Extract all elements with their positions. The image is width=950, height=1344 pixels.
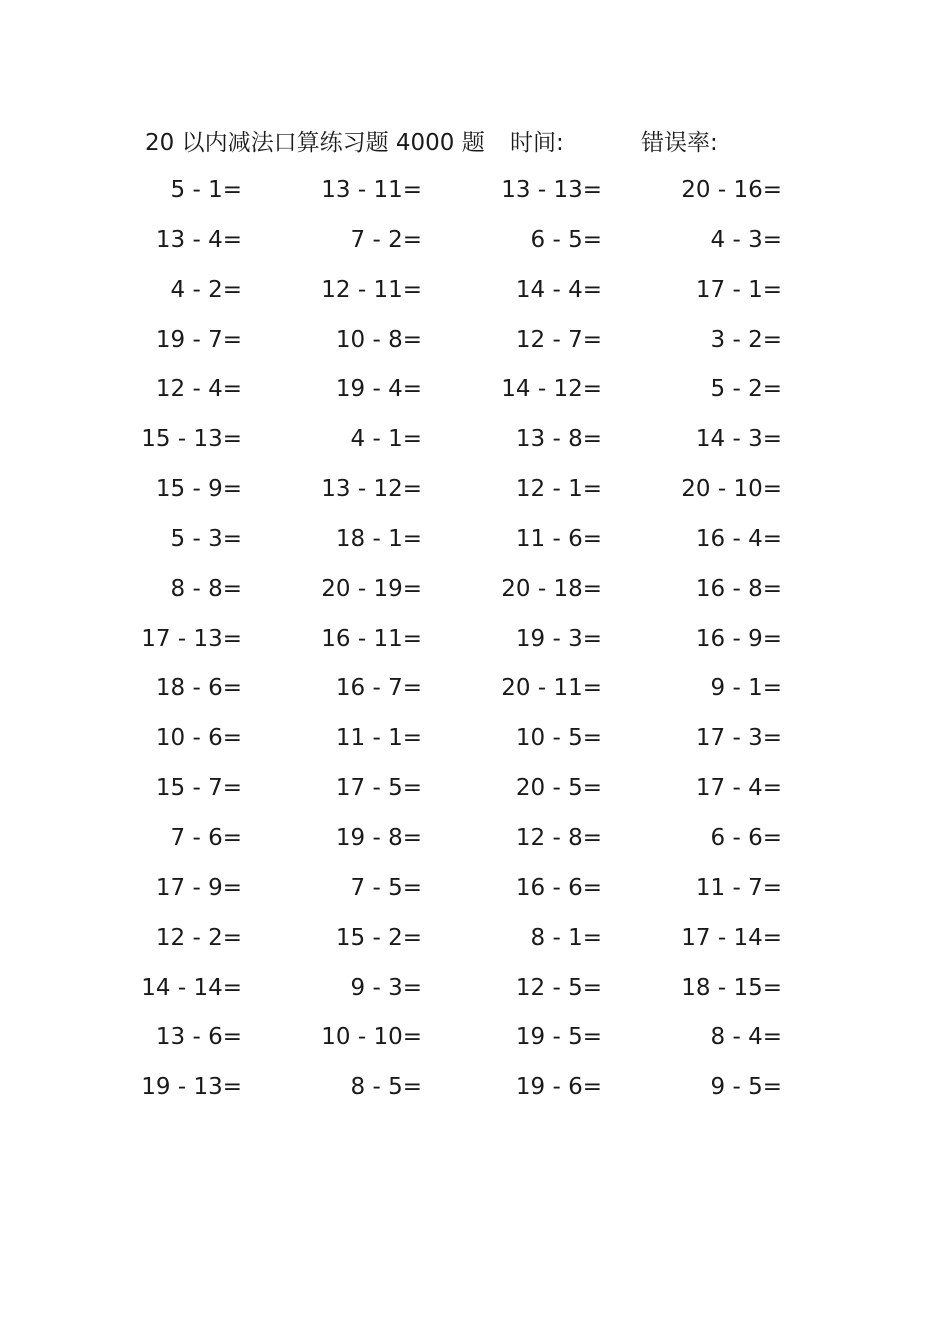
- problem-row: [0, 266, 950, 316]
- problem-item: 14 - 4=: [515, 276, 602, 303]
- problem-item: 18 - 6=: [155, 675, 242, 702]
- problem-item: 12 - 2=: [155, 924, 242, 951]
- problem-row: [0, 1063, 950, 1113]
- problem-item: 12 - 1=: [515, 476, 602, 503]
- problem-item: 19 - 6=: [515, 1074, 602, 1101]
- problem-item: 20 - 19=: [321, 575, 422, 602]
- problem-item: 19 - 7=: [155, 326, 242, 353]
- problem-item: 12 - 11=: [321, 276, 422, 303]
- problem-item: 8 - 1=: [530, 924, 602, 951]
- problem-item: 9 - 3=: [350, 974, 422, 1001]
- problem-item: 9 - 1=: [710, 675, 782, 702]
- problem-item: 4 - 3=: [710, 226, 782, 253]
- problem-item: 13 - 11=: [321, 177, 422, 203]
- problem-item: 11 - 6=: [515, 525, 602, 552]
- problem-item: 8 - 8=: [170, 575, 242, 602]
- problem-item: 16 - 7=: [335, 675, 422, 702]
- problem-item: 13 - 12=: [321, 476, 422, 503]
- problem-item: 16 - 4=: [695, 525, 782, 552]
- problem-item: 4 - 1=: [350, 426, 422, 453]
- problem-item: 6 - 5=: [530, 226, 602, 253]
- worksheet-title: 20 以内减法口算练习题 4000 题: [145, 130, 485, 156]
- problem-row: [0, 515, 950, 565]
- problem-row: [0, 814, 950, 864]
- problem-item: 13 - 4=: [155, 226, 242, 253]
- problem-item: 14 - 3=: [695, 426, 782, 453]
- problem-item: 16 - 11=: [321, 625, 422, 652]
- problem-item: 12 - 5=: [515, 974, 602, 1001]
- problem-item: 20 - 11=: [501, 675, 602, 702]
- time-label: 时间:: [510, 130, 564, 156]
- problem-item: 9 - 5=: [710, 1074, 782, 1101]
- problem-row: [0, 1013, 950, 1063]
- problem-row: [0, 914, 950, 964]
- problem-item: 12 - 7=: [515, 326, 602, 353]
- problem-item: 12 - 4=: [155, 376, 242, 403]
- problem-item: 20 - 16=: [681, 177, 782, 203]
- problem-grid: [0, 166, 950, 1113]
- problem-item: 4 - 2=: [170, 276, 242, 303]
- problem-item: 16 - 8=: [695, 575, 782, 602]
- problem-item: 12 - 8=: [515, 824, 602, 851]
- problem-item: 7 - 5=: [350, 874, 422, 901]
- problem-item: 17 - 14=: [681, 924, 782, 951]
- problem-row: [0, 565, 950, 615]
- problem-item: 20 - 5=: [515, 775, 602, 802]
- worksheet-header: [145, 126, 845, 160]
- problem-item: 15 - 13=: [141, 426, 242, 453]
- problem-item: 17 - 1=: [695, 276, 782, 303]
- problem-item: 5 - 2=: [710, 376, 782, 403]
- problem-row: [0, 615, 950, 665]
- problem-item: 11 - 7=: [695, 874, 782, 901]
- problem-item: 13 - 8=: [515, 426, 602, 453]
- problem-row: [0, 166, 950, 216]
- problem-item: 7 - 6=: [170, 824, 242, 851]
- problem-item: 10 - 8=: [335, 326, 422, 353]
- problem-row: [0, 415, 950, 465]
- problem-row: [0, 864, 950, 914]
- problem-item: 16 - 6=: [515, 874, 602, 901]
- problem-item: 19 - 4=: [335, 376, 422, 403]
- problem-item: 19 - 13=: [141, 1074, 242, 1101]
- problem-item: 18 - 1=: [335, 525, 422, 552]
- problem-item: 14 - 12=: [501, 376, 602, 403]
- problem-item: 6 - 6=: [710, 824, 782, 851]
- problem-item: 8 - 5=: [350, 1074, 422, 1101]
- problem-item: 15 - 9=: [155, 476, 242, 503]
- problem-item: 20 - 10=: [681, 476, 782, 503]
- problem-row: [0, 465, 950, 515]
- problem-item: 13 - 13=: [501, 177, 602, 203]
- problem-item: 5 - 3=: [170, 525, 242, 552]
- problem-item: 17 - 9=: [155, 874, 242, 901]
- problem-item: 17 - 13=: [141, 625, 242, 652]
- problem-item: 10 - 10=: [321, 1024, 422, 1051]
- problem-item: 20 - 18=: [501, 575, 602, 602]
- error-rate-label: 错误率:: [641, 130, 718, 156]
- problem-item: 5 - 1=: [170, 177, 242, 203]
- problem-item: 15 - 7=: [155, 775, 242, 802]
- problem-item: 10 - 6=: [155, 725, 242, 752]
- problem-row: [0, 714, 950, 764]
- problem-row: [0, 964, 950, 1014]
- problem-row: [0, 316, 950, 366]
- problem-item: 13 - 6=: [155, 1024, 242, 1051]
- problem-item: 8 - 4=: [710, 1024, 782, 1051]
- problem-item: 15 - 2=: [335, 924, 422, 951]
- problem-item: 11 - 1=: [335, 725, 422, 752]
- problem-item: 19 - 8=: [335, 824, 422, 851]
- problem-item: 17 - 5=: [335, 775, 422, 802]
- problem-item: 17 - 4=: [695, 775, 782, 802]
- problem-item: 18 - 15=: [681, 974, 782, 1001]
- problem-item: 19 - 5=: [515, 1024, 602, 1051]
- problem-row: [0, 664, 950, 714]
- problem-item: 10 - 5=: [515, 725, 602, 752]
- problem-row: [0, 764, 950, 814]
- problem-item: 19 - 3=: [515, 625, 602, 652]
- problem-row: [0, 365, 950, 415]
- problem-item: 17 - 3=: [695, 725, 782, 752]
- problem-row: [0, 216, 950, 266]
- problem-item: 7 - 2=: [350, 226, 422, 253]
- problem-item: 16 - 9=: [695, 625, 782, 652]
- problem-item: 3 - 2=: [710, 326, 782, 353]
- problem-item: 14 - 14=: [141, 974, 242, 1001]
